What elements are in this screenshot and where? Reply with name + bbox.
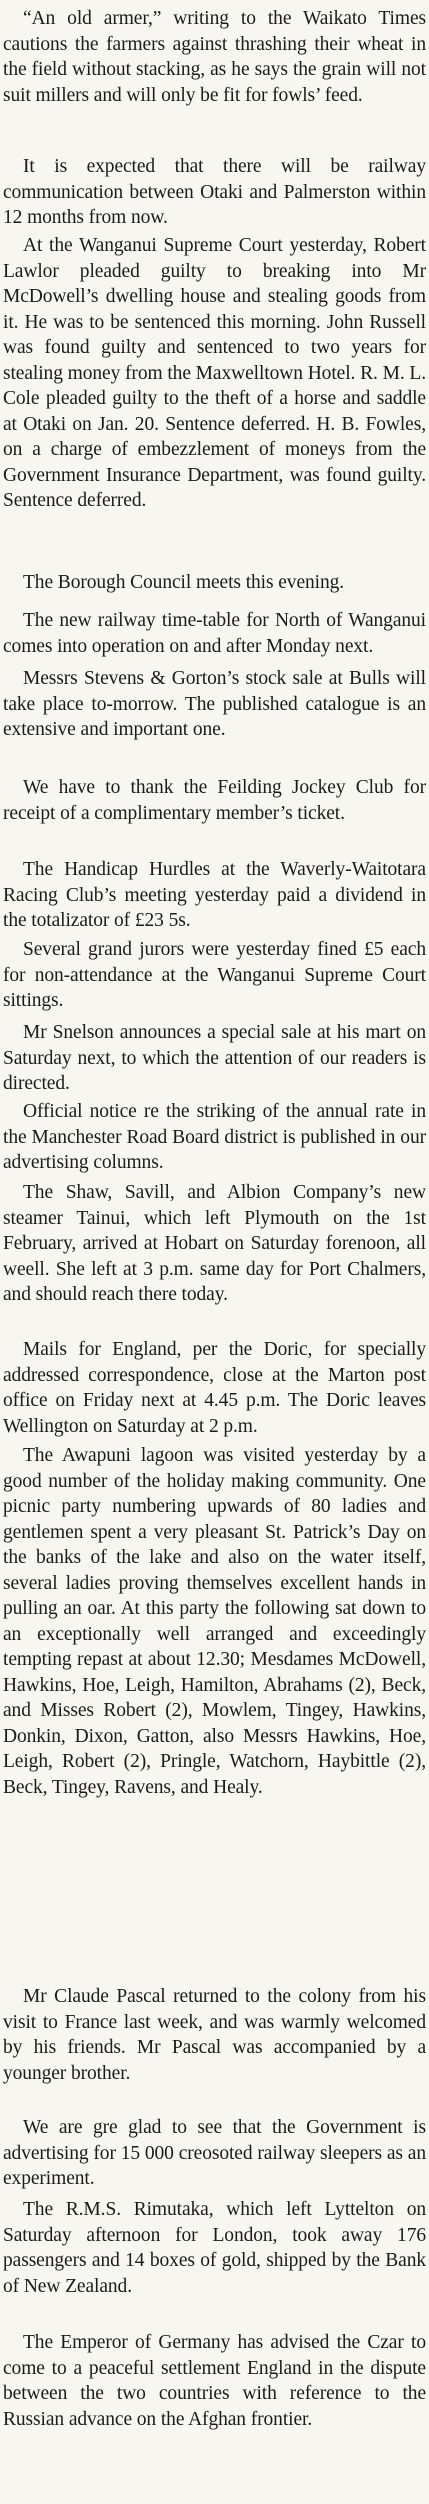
paragraph-rms-rimutaka: The R.M.S. Rimutaka, which left Lyttelton on Saturday afternoon for London, took away 176 passengers and 14 boxes of gold, shipped by the Bank of New Zealand. [3, 2199, 426, 2297]
paragraph-awapuni-lagoon: The Awapuni lagoon was visited yesterday by a good number of the holiday making community. One picnic party numbering upwards of 80 ladies and gentlemen spent a very pleasant St. Patrick’s Day on the banks of the lake and also on the water itself, several ladies proving themselves excellent hands in pulling an oar. At this party the following sat down to an exceptionally well arranged and exceedingly tempting repast at about 12.30; Mesdames McDowell, Hawkins, Hoe, Leigh, Hamilton, Abrahams (2), Beck, and Misses Robert (2), Mowlem, Tingey, Hawkins, Donkin, Dixon, Gatton, also Messrs Hawkins, Hoe, Leigh, Robert (2), Pringle, Watchorn, Haybittle (2), Beck, Tingey, Ravens, and Healy. [3, 1445, 426, 1798]
paragraph-snelson-sale: Mr Snelson announces a special sale at his mart on Saturday next, to which the attention of our readers is directed. [3, 1022, 426, 1094]
paragraph-jockey-club: We have to thank the Feilding Jockey Club for receipt of a complimentary member’s ticket. [3, 777, 426, 824]
paragraph-supreme-court: At the Wanganui Supreme Court yesterday, Robert Lawlor pleaded guilty to breaking into Mr McDowell’s dwelling house and stealing goods from it. He was to be sentenced this morning. John Russell was found guilty and sentenced to two years for stealing money from the Maxwelltown Hotel. R. M. L. Cole pleaded guilty to the theft of a horse and saddle at Otaki on Jan. 20. Sentence deferred. H. B. Fowles, on a charge of embezzlement of moneys from the Government Insurance Department, was found guilty. Sentence deferred. [3, 235, 426, 511]
paragraph-mails-england: Mails for England, per the Doric, for specially addressed correspondence, close at the Marton post office on Friday next at 4.45 p.m. The Doric leaves Wellington on Saturday at 2 p.m. [3, 1339, 426, 1437]
paragraph-railway-sleepers: We are gre glad to see that the Government is advertising for 15 000 creosoted railway sleepers as an experiment. [3, 2117, 426, 2189]
paragraph-railway-timetable: The new railway time-table for North of Wanganui comes into operation on and after Monday next. [3, 610, 426, 657]
paragraph-railway-otaki: It is expected that there will be railway communication between Otaki and Palmerston within 12 months from now. [3, 156, 426, 228]
paragraph-wheat-thrashing: “An old armer,” writing to the Waikato Times cautions the farmers against thrashing their wheat in the field without stacking, as he says the grain will not suit millers and will only be fit for fowls’ feed. [3, 8, 426, 106]
paragraph-stock-sale: Messrs Stevens & Gorton’s stock sale at Bulls will take place to-morrow. The published catalogue is an extensive and important one. [3, 668, 426, 740]
paragraph-grand-jurors: Several grand jurors were yesterday fined £5 each for non-attendance at the Wanganui Supreme Court sittings. [3, 939, 426, 1011]
paragraph-borough-council: The Borough Council meets this evening. [23, 572, 345, 593]
paragraph-emperor-germany: The Emperor of Germany has advised the Czar to come to a peaceful settlement England in the dispute between the two countries with reference to the Russian advance on the Afghan frontier. [3, 2332, 426, 2430]
paragraph-steamer-tainui: The Shaw, Savill, and Albion Company’s new steamer Tainui, which left Plymouth on the 1st February, arrived at Hobart on Saturday forenoon, all weell. She left at 3 p.m. same day for Port Chalmers, and should reach there today. [3, 1182, 426, 1305]
paragraph-claude-pascal: Mr Claude Pascal returned to the colony from his visit to France last week, and was warmly welcomed by his friends. Mr Pascal was accompanied by a younger brother. [3, 1986, 426, 2084]
paragraph-road-board: Official notice re the striking of the annual rate in the Manchester Road Board district is published in our advertising columns. [3, 1101, 426, 1173]
paragraph-handicap-hurdles: The Handicap Hurdles at the Waverly-Waitotara Racing Club’s meeting yesterday paid a dividend in the totalizator of £23 5s. [3, 859, 426, 931]
